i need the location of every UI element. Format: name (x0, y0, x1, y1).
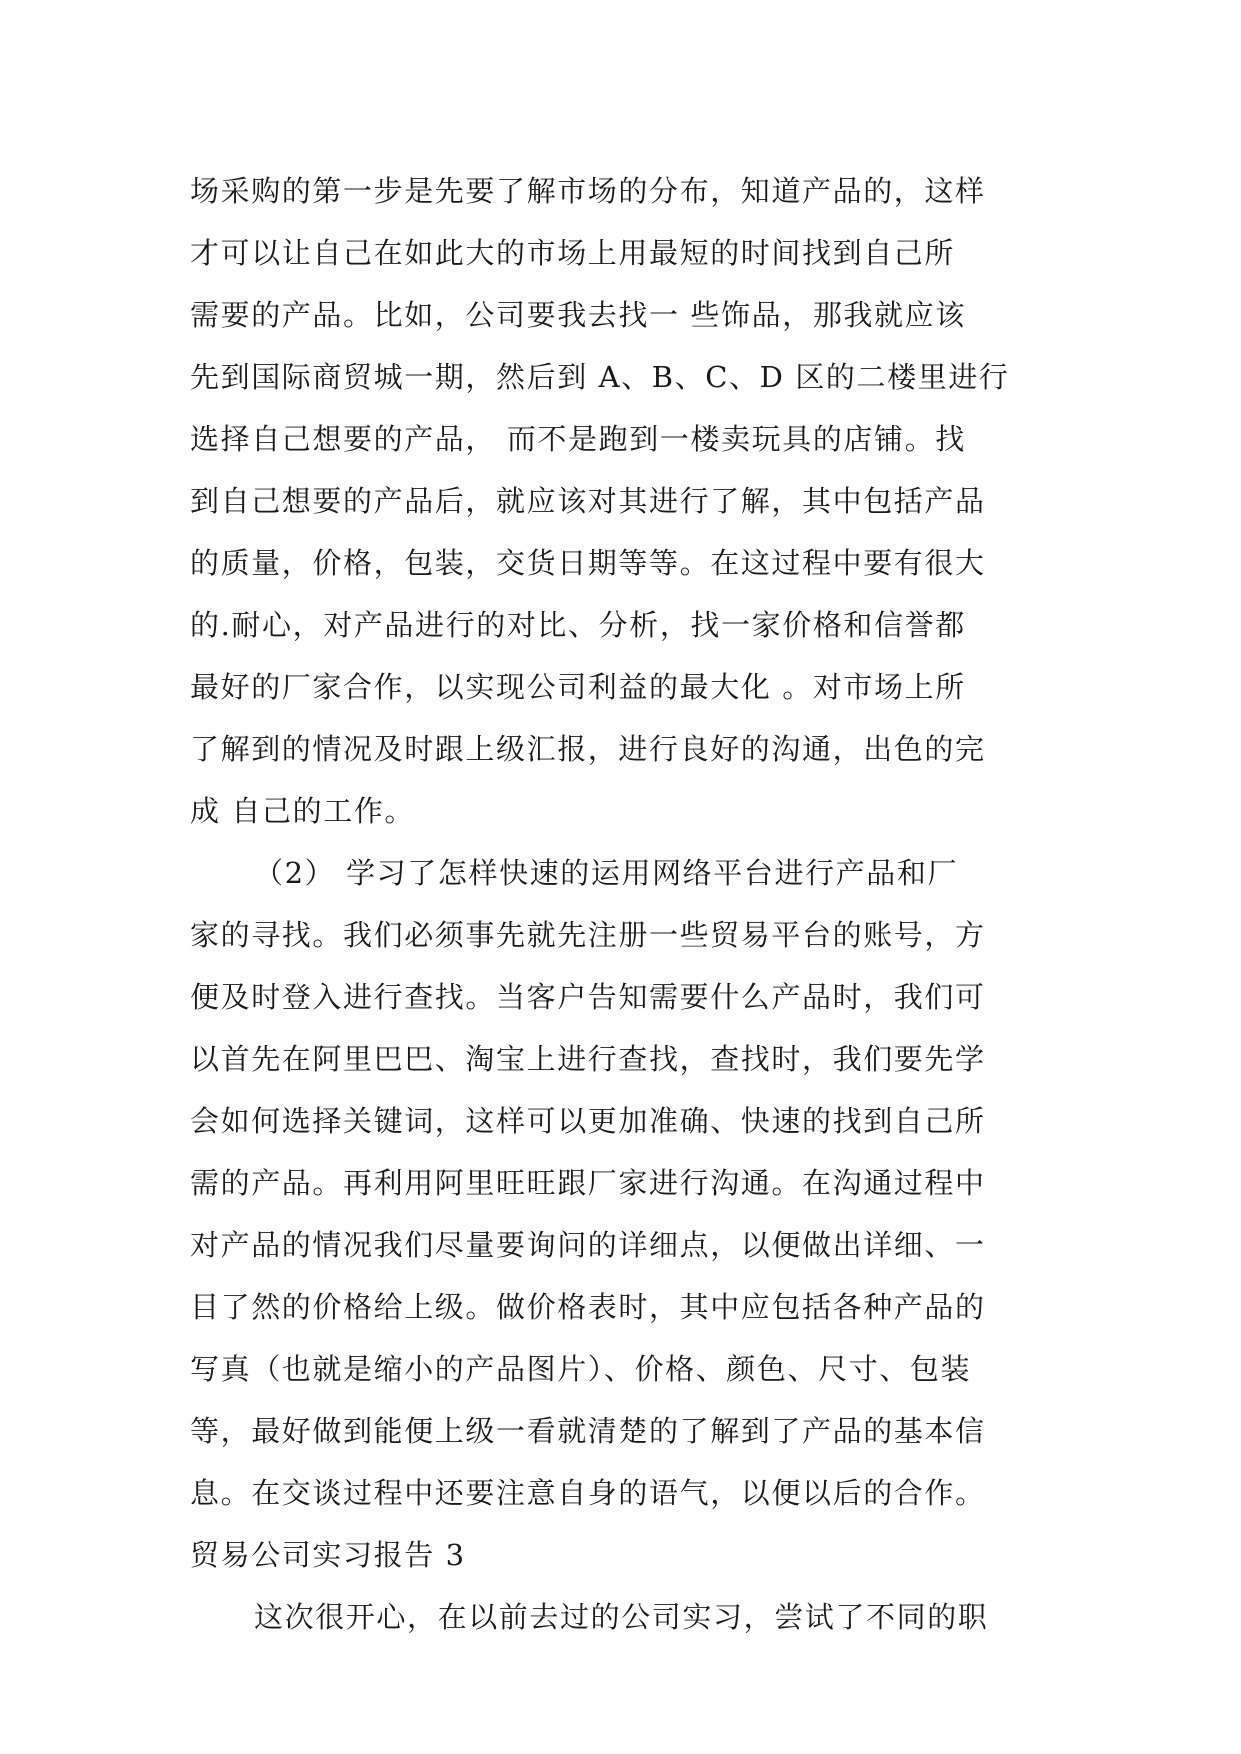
paragraph-start-line: （2） 学习了怎样快速的运用网络平台进行产品和厂 (254, 856, 959, 890)
text-line: 了解到的情况及时跟上级汇报，进行良好的沟通，出色的完 (190, 732, 986, 766)
text-line: 的.耐心，对产品进行的对比、分析，找一家价格和信誉都 (190, 608, 966, 642)
text-line: 等，最好做到能便上级一看就清楚的了解到了产品的基本信 (190, 1414, 986, 1448)
text-line: 需的产品。再利用阿里旺旺跟厂家进行沟通。在沟通过程中 (190, 1166, 986, 1200)
text-line: 需要的产品。比如，公司要我去找一 些饰品，那我就应该 (190, 298, 966, 332)
text-line: 选择自己想要的产品， 而不是跑到一楼卖玩具的店铺。找 (190, 422, 966, 456)
text-line: 先到国际商贸城一期，然后到 A、B、C、D 区的二楼里进行 (190, 360, 1010, 394)
text-line: 息。在交谈过程中还要注意自身的语气，以便以后的合作。 (190, 1476, 986, 1510)
text-line: 以首先在阿里巴巴、淘宝上进行查找，查找时，我们要先学 (190, 1042, 986, 1076)
text-line: 到自己想要的产品后，就应该对其进行了解，其中包括产品 (190, 484, 986, 518)
section-heading: 贸易公司实习报告 3 (190, 1538, 466, 1572)
text-line: 会如何选择关键词，这样可以更加准确、快速的找到自己所 (190, 1104, 986, 1138)
text-line: 便及时登入进行查找。当客户告知需要什么产品时，我们可 (190, 980, 986, 1014)
body-text (190, 160, 1050, 1648)
text-line: 成 自己的工作。 (190, 794, 416, 828)
paragraph-start-line: 这次很开心，在以前去过的公司实习，尝试了不同的职 (254, 1600, 989, 1634)
text-line: 才可以让自己在如此大的市场上用最短的时间找到自己所 (190, 236, 956, 270)
text-line: 目了然的价格给上级。做价格表时，其中应包括各种产品的 (190, 1290, 986, 1324)
text-line: 的质量，价格，包装，交货日期等等。在这过程中要有很大 (190, 546, 986, 580)
text-line: 写真（也就是缩小的产品图片）、价格、颜色、尺寸、包装 (190, 1352, 972, 1386)
text-line: 最好的厂家合作，以实现公司利益的最大化 。对市场上所 (190, 670, 966, 704)
text-line: 家的寻找。我们必须事先就先注册一些贸易平台的账号，方 (190, 918, 986, 952)
text-line: 场采购的第一步是先要了解市场的分布，知道产品的，这样 (190, 174, 986, 208)
text-line: 对产品的情况我们尽量要询问的详细点，以便做出详细、一 (190, 1228, 986, 1262)
